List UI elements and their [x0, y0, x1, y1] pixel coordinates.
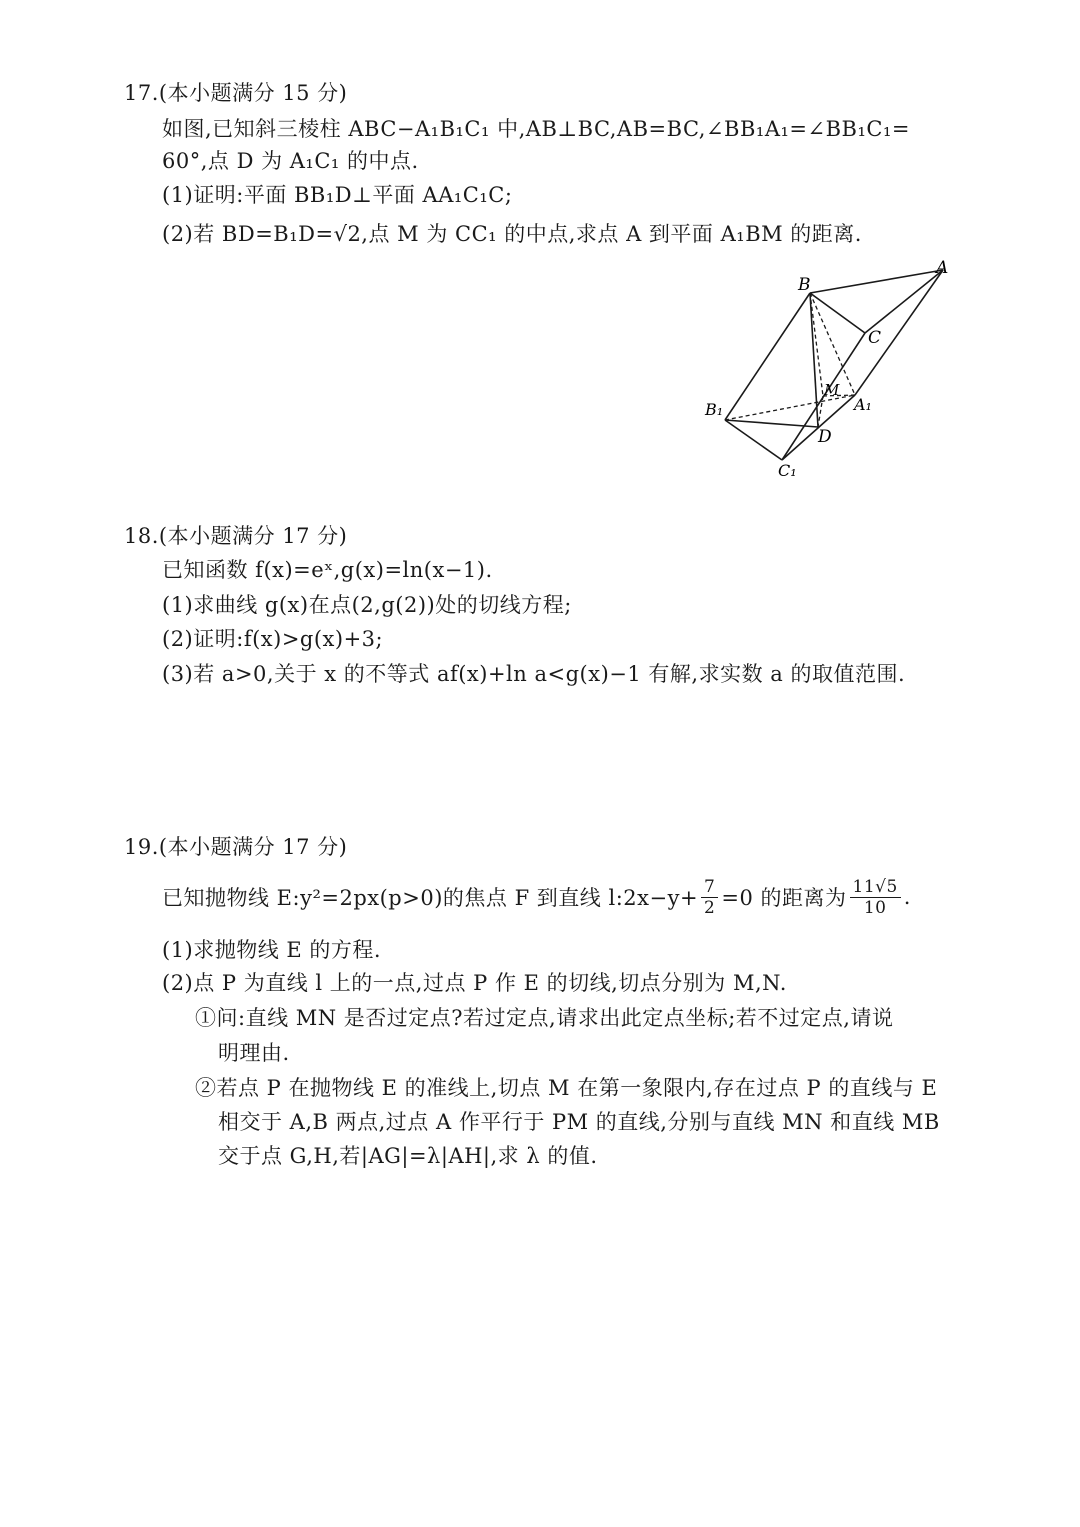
- q19-sub-1-line2: 明理由.: [218, 1041, 290, 1065]
- label-B1: B₁: [705, 400, 724, 419]
- q17-stem-line1: 如图,已知斜三棱柱 ABC−A₁B₁C₁ 中,AB⊥BC,AB=BC,∠BB₁A₁=∠BB₁C₁=: [162, 117, 910, 141]
- q17-stem-line2: 60°,点 D 为 A₁C₁ 的中点.: [162, 149, 419, 173]
- label-A1: A₁: [854, 395, 872, 414]
- q19-part-1: (1)求抛物线 E 的方程.: [162, 938, 382, 962]
- fraction-7-2-numerator: 7: [701, 877, 718, 898]
- q17-part-1: (1)证明:平面 BB₁D⊥平面 AA₁C₁C;: [162, 183, 513, 207]
- q19-sub-2-line1: ②若点 P 在抛物线 E 的准线上,切点 M 在第一象限内,存在过点 P 的直线与 E: [195, 1076, 938, 1100]
- q19-stem-end: .: [903, 885, 911, 909]
- q19-sub-2-line2: 相交于 A,B 两点,过点 A 作平行于 PM 的直线,分别与直线 MN 和直线 MB: [218, 1110, 940, 1134]
- label-C1: C₁: [778, 461, 797, 480]
- edge-BB1: [725, 293, 810, 420]
- q19-stem: [162, 872, 911, 922]
- edge-B1C1: [725, 420, 782, 460]
- q18-part-3: (3)若 a>0,关于 x 的不等式 af(x)+ln a<g(x)−1 有解,求实数 a 的取值范围.: [162, 662, 906, 686]
- fraction-7-2-denominator: 2: [704, 897, 716, 918]
- edge-AC: [865, 270, 943, 333]
- label-B: B: [798, 275, 811, 295]
- q19-stem-part-b: =0 的距离为: [721, 886, 847, 910]
- label-D: D: [818, 427, 832, 447]
- q19-sub-2-line3: 交于点 G,H,若|AG|=λ|AH|,求 λ 的值.: [218, 1144, 598, 1168]
- edge-BD: [810, 293, 818, 427]
- q18-header: 18.(本小题满分 17 分): [124, 524, 348, 548]
- q17-part-2: (2)若 BD=B₁D=√2,点 M 为 CC₁ 的中点,求点 A 到平面 A₁BM 的距离.: [162, 222, 862, 246]
- q18-part-1: (1)求曲线 g(x)在点(2,g(2))处的切线方程;: [162, 593, 572, 617]
- label-A: A: [936, 258, 949, 278]
- fraction-7-2: [701, 877, 718, 918]
- label-C: C: [868, 328, 882, 348]
- q19-stem-part-a: 已知抛物线 E:y²=2px(p>0)的焦点 F 到直线 l:2x−y+: [162, 886, 699, 910]
- q18-part-2: (2)证明:f(x)>g(x)+3;: [162, 627, 384, 651]
- edge-B1D: [725, 420, 818, 427]
- q19-header: 19.(本小题满分 17 分): [124, 835, 348, 859]
- q18-stem: 已知函数 f(x)=eˣ,g(x)=ln(x−1).: [162, 558, 493, 582]
- fraction-distance-numerator: 11√5: [850, 877, 901, 898]
- q17-prism-figure: [690, 255, 970, 485]
- q19-part-2: (2)点 P 为直线 l 上的一点,过点 P 作 E 的切线,切点分别为 M,N.: [162, 971, 787, 995]
- q19-sub-1-line1: ①问:直线 MN 是否过定点?若过定点,请求出此定点坐标;若不过定点,请说: [195, 1006, 894, 1030]
- q17-header: 17.(本小题满分 15 分): [124, 81, 348, 105]
- fraction-distance: [850, 877, 901, 918]
- fraction-distance-denominator: 10: [863, 897, 887, 918]
- edge-BA: [810, 270, 943, 293]
- label-M: M: [824, 381, 840, 399]
